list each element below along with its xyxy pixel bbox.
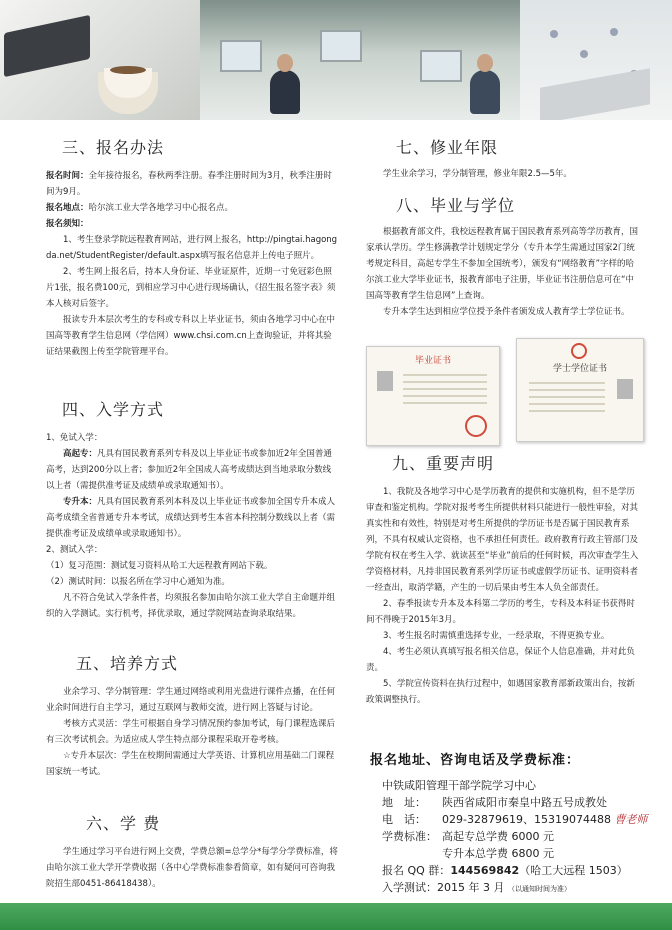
banner-photo-classroom [200,0,520,120]
text: 2、春季报读专升本及本科第二学历的考生，专科及本科证书获得时间不得晚于2015年3月。 [366,599,635,625]
emblem-icon [571,343,587,359]
text: 2、测试入学： [46,545,103,555]
text: 考核方式灵活：学生可根据自身学习情况预约参加考试，每门课程选课后有三次考试机会。为适应成人学生特点部分课程采取开卷考核。 [46,719,336,745]
label: 报名地点： [46,203,89,213]
section-title: 五、培养方式 [76,654,179,673]
text: 根据教育部文件，我校远程教育属于国民教育系列高等学历教育，国家承认学历。学生修满教学计划规定学分（专升本学生需通过国家2门统考规定科目，高起专学生不参加全国统考），颁发有“网络教育”字样的哈尔滨工业大学毕业证书，报教育部电子注册，毕业证书注册信息可在“中国高等教育学生信息网”上查询。 [366,227,639,301]
laptop-image [4,15,90,77]
section-title: 六、学 费 [86,814,161,833]
qq-label: 报名 QQ 群： [382,864,451,877]
text: 凡不符合免试入学条件者，均须报名参加由哈尔滨工业大学自主命题并组织的入学测试。实行机考，择优录取，通过学院网站查询录取结果。 [46,593,336,619]
text: （2）测试时间：以报名所在学习中心通知为准。 [46,577,230,587]
label: 报名须知： [46,219,89,229]
header-banner [0,0,672,120]
contact-title: 报名地址、咨询电话及学费标准： [370,753,581,768]
text: 1、免试入学： [46,433,103,443]
org-name: 中铁咸阳管理干部学院学习中心 [382,779,536,792]
degree-certificate-image [516,338,644,442]
section-title: 九、重要声明 [392,454,495,473]
certificate-title: 毕业证书 [414,356,451,366]
phone-value: 029-32879619、15319074488 [442,813,611,826]
photo-placeholder [617,379,633,399]
graduation-certificate-image [366,346,500,446]
section-8 [396,198,515,214]
fee-label: 学费标准： [382,830,437,843]
section-6-body [46,844,338,892]
text: 1、我院及各地学习中心是学历教育的提供和实施机构，但不是学历审查和鉴定机构。学院对报考考生所提供材料只能进行一般性审验，对其真实性和有效性，特别是对考生所提供的学历证书是否属于国民教育系列，不具有权威认定资格，也不承担任何责任。政府教育行政主管部门及学院有权在考生入学、就读甚至“毕业”前后的任何时候，再次审查学生入学资格材料，凡持非国民教育系列学历证书或虚假学历证书、证明资料者一经查出，取消学籍，产生的一切后果由考生本人负全部责任。 [366,487,639,593]
address-value: 陕西省咸阳市秦皇中路五号成教处 [442,796,607,809]
molecule-node [580,50,588,58]
laptop-image [540,68,650,120]
address-label: 地 址： [382,796,426,809]
student-figure [270,70,300,114]
text: （1）复习范围：测试复习资料从哈工大远程教育网站下载。 [46,561,273,571]
label: 专升本： [63,497,98,507]
section-3 [62,140,164,156]
text: 专升本学生达到相应学位授予条件者颁发成人教育学士学位证书。 [383,307,630,317]
section-4 [62,402,164,418]
section-4-body [46,430,338,622]
section-3-body [46,168,338,360]
text: 学生通过学习平台进行网上交费，学费总额=总学分*每学分学费标准，将由哈尔滨工业大学开学费收据（各中心学费标准参看简章，如有疑问可咨询我院招生部0451-86418438）。 [46,847,338,889]
text: 3、考生报名时需慎重选择专业，一经录取，不得更换专业。 [383,631,610,641]
seal-icon [465,415,487,437]
monitor-image [420,50,462,82]
contact-person: 曹老师 [614,813,648,826]
student-figure [470,70,500,114]
section-6 [86,816,160,832]
text: 5、学院宣传资料在执行过程中，如遇国家教育部新政策出台，按新政策调整执行。 [366,679,635,705]
text: 哈尔滨工业大学各地学习中心报名点。 [88,203,234,213]
text: 报读专升本层次考生的专科或专科以上毕业证书，须由各地学习中心在中国高等教育学生信息网（学信网）www.chsi.com.cn上查询验证，并将其验证结果截图上传至学院管理平台。 [46,315,336,357]
banner-photo-laptop-coffee [0,0,200,120]
section-9-body [366,484,642,708]
label: 报名时间： [46,171,89,181]
section-7-body [366,166,642,182]
phone-label: 电 话： [382,813,426,826]
footer-green-bar [0,903,672,930]
text: 凡具有国民教育系列专科及以上毕业证书或参加近2年全国普通高考，达到200分以上者；参加近2年全国成人高考成绩达到当地录取分数线以上者（需提供准考证及成绩单或录取通知书）。 [46,449,332,491]
text: 4、考生必须认真填写报名相关信息，保证个人信息准确，并对此负责。 [366,647,635,673]
student-head [277,54,293,72]
test-label: 入学测试： [382,881,437,894]
photo-placeholder [377,371,393,391]
text: 业余学习、学分制管理：学生通过网络或利用光盘进行课件点播，在任何业余时间进行自主学习，通过互联网与教师交流，进行网上答疑与讨论。 [46,687,336,713]
certificate-title: 学士学位证书 [552,364,607,374]
test-note: （以通知时间为准） [507,885,571,893]
text: 凡具有国民教育系列本科及以上毕业证书或参加全国专升本成人高考成绩全省普通专升本考试，成绩达到考生本省本科控制分数线以上者（需提供准考证及成绩单或录取通知书）。 [46,497,336,539]
section-title: 三、报名办法 [62,138,165,157]
certificate-lines [521,377,613,417]
contact-block [370,752,660,898]
text: 2、考生网上报名后，持本人身份证、毕业证原件，近期一寸免冠彩色照片1张，报名费100元，到相应学习中心进行现场确认，《招生报名签字表》须本人核对后签字。 [46,267,336,309]
section-8-body [366,224,642,320]
text: 全年接待报名，春秋两季注册。春季注册时间为3月，秋季注册时间为9月。 [46,171,332,197]
molecule-node [550,30,558,38]
test-date: 2015 年 3 月 [437,881,505,894]
monitor-image [220,40,262,72]
molecule-node [610,28,618,36]
section-5-body [46,684,338,780]
fee-zsb: 专升本总学费 6800 元 [442,847,554,860]
label: 高起专： [63,449,98,459]
section-title: 四、入学方式 [62,400,165,419]
section-9 [392,456,494,472]
banner-photo-molecule [520,0,672,120]
qq-note: （哈工大远程 1503） [519,864,628,877]
text: ☆专升本层次：学生在校期间需通过大学英语、计算机应用基础二门课程国家统一考试。 [46,751,335,777]
text: 1、考生登录学院远程教育网站，进行网上报名，http://pingtai.hagongda.net/StudentRegister/default.aspx填写报名信息并上传电子照片。 [46,235,338,261]
section-title: 七、修业年限 [396,138,499,157]
certificate-lines [395,369,495,409]
text: 学生业余学习，学分制管理，修业年限2.5—5年。 [383,169,572,179]
fee-gaoqi: 高起专总学费 6000 元 [442,830,554,843]
monitor-image [320,30,362,62]
coffee-surface [110,66,146,74]
qq-number: 144569842 [450,864,520,877]
student-head [477,54,493,72]
section-title: 八、毕业与学位 [396,196,516,215]
section-7 [396,140,498,156]
section-5 [76,656,178,672]
